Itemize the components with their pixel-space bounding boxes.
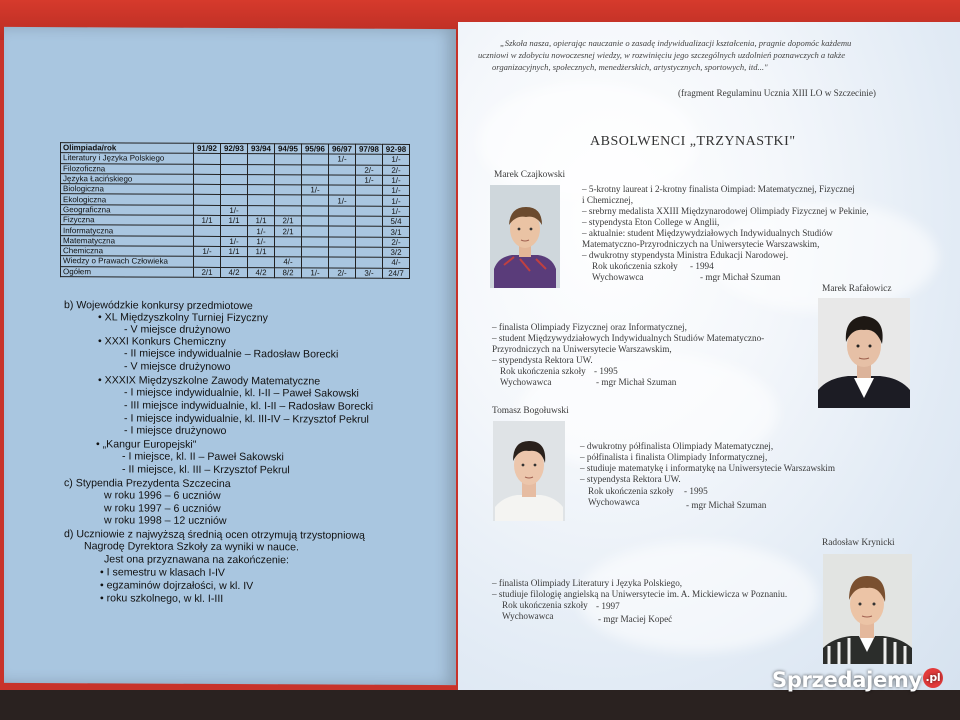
table-cell: 2/-	[383, 237, 410, 247]
table-cell	[194, 184, 221, 194]
table-cell: Języka Łacińskiego	[61, 174, 194, 185]
table-cell: Biologiczna	[61, 184, 194, 195]
table-cell: Ogółem	[61, 266, 194, 277]
watermark-logo-icon: .pl	[923, 668, 943, 688]
list-item: w roku 1997 – 6 uczniów	[104, 502, 221, 515]
table-cell	[275, 206, 302, 216]
graduate-detail: – dwukrotny półfinalista Olimpiady Matematycznej,	[580, 441, 774, 451]
table-cell	[302, 175, 329, 185]
graduate-detail: – srebrny medalista XXIII Międzynarodowej Olimpiady Fizycznej w Pekinie,	[582, 206, 869, 216]
list-item: • XL Międzyszkolny Turniej Fizyczny	[98, 311, 268, 325]
quote-line: uczniowi w zdobyciu nowoczesnej wiedzy, w rozwinięciu jego szczególnych uzdolnień poznawczych a także	[478, 50, 846, 60]
table-cell	[356, 206, 383, 216]
graduation-year-label: Rok ukończenia szkoły	[588, 486, 674, 496]
graduate-detail: – studiuje matematykę i informatykę na Uniwersytecie Warszawskim	[580, 463, 835, 473]
table-header-cell: 95/96	[302, 144, 329, 154]
table-cell	[275, 154, 302, 164]
graduate-photo	[493, 421, 565, 521]
list-item: - II miejsce indywidualnie – Radosław Borecki	[124, 347, 339, 361]
table-header-cell: 93/94	[248, 144, 275, 154]
table-header-cell: 92/93	[221, 143, 248, 153]
list-item: • XXXIX Międzyszkolne Zawody Matematyczne	[98, 374, 321, 388]
graduation-year-label: Rok ukończenia szkoły	[500, 366, 586, 376]
table-cell	[329, 216, 356, 226]
table-cell	[329, 257, 356, 267]
table-cell	[356, 196, 383, 206]
table-cell: 4/2	[248, 267, 275, 277]
tutor-name: - mgr Maciej Kopeć	[598, 614, 673, 624]
table-cell	[194, 164, 221, 174]
table-cell	[221, 174, 248, 184]
table-cell: 2/-	[356, 165, 383, 175]
table-cell	[356, 185, 383, 195]
table-cell	[329, 185, 356, 195]
graduate-detail: – stypendysta Rektora UW.	[492, 355, 593, 365]
table-cell: 4/-	[275, 257, 302, 267]
graduate-detail: – 5-krotny laureat i 2-krotny finalista Oimpiad: Matematycznej, Fizycznej	[582, 184, 855, 194]
graduation-year: - 1994	[690, 261, 714, 271]
graduate-detail: – aktualnie: student Międzywydziałowych Indywidualnych Studiów	[582, 228, 833, 238]
table-cell	[194, 174, 221, 184]
table-cell	[356, 247, 383, 257]
graduate-detail: – półfinalista i finalista Olimpiady Informatycznej,	[580, 452, 768, 462]
quote-source: (fragment Regulaminu Ucznia XIII LO w Szczecinie)	[678, 88, 876, 98]
left-page	[4, 27, 456, 685]
table-cell	[275, 195, 302, 205]
graduate-detail: i Chemicznej,	[582, 195, 634, 205]
table-cell	[221, 185, 248, 195]
graduate-detail: Przyrodniczych na Uniwersytecie Warszawskim,	[492, 344, 672, 354]
graduate-photo	[490, 185, 560, 288]
table-cell	[221, 257, 248, 267]
table-cell	[302, 154, 329, 164]
tutor-label: Wychowawca	[592, 272, 644, 282]
table-cell	[329, 175, 356, 185]
table-cell: 1/-	[383, 185, 410, 195]
quote-line: „Szkoła nasza, opierając nauczanie o zasadę indywidualizacji kształcenia, pragnie dopomóc każdemu	[500, 38, 852, 48]
table-shadow	[0, 690, 960, 720]
table-cell	[275, 175, 302, 185]
table-cell: 3/2	[383, 247, 410, 257]
table-cell: Chemiczna	[61, 246, 194, 257]
table-cell: Filozoficzna	[61, 163, 194, 174]
graduate-photo	[818, 298, 910, 408]
list-item: c) Stypendia Prezydenta Szczecina	[64, 477, 231, 491]
list-item: w roku 1998 – 12 uczniów	[104, 514, 227, 527]
graduate-detail: – stypendysta Rektora UW.	[580, 474, 681, 484]
tutor-name: - mgr Michał Szuman	[686, 500, 767, 510]
graduate-photo	[823, 554, 912, 664]
table-cell: 1/1	[248, 216, 275, 226]
list-item: Jest ona przyznawana na zakończenie:	[104, 553, 289, 567]
table-cell: 3/1	[383, 227, 410, 237]
table-cell	[221, 195, 248, 205]
table-cell	[329, 247, 356, 257]
table-header-cell: 97/98	[356, 144, 383, 154]
table-cell: 1/1	[194, 215, 221, 225]
list-item: - III miejsce indywidualnie, kl. I-II – Radosław Borecki	[124, 399, 374, 413]
table-cell	[221, 226, 248, 236]
table-cell	[302, 206, 329, 216]
table-cell	[194, 205, 221, 215]
table-cell	[329, 226, 356, 236]
table-cell: Wiedzy o Prawach Człowieka	[61, 256, 194, 267]
table-cell: Ekologiczna	[61, 194, 194, 205]
table-cell: 24/7	[383, 268, 410, 278]
table-cell	[248, 257, 275, 267]
list-item: - V miejsce drużynowo	[124, 360, 231, 374]
list-item: w roku 1996 – 6 uczniów	[104, 489, 221, 502]
olympiad-table	[60, 142, 410, 279]
table-cell	[302, 195, 329, 205]
list-item: • egzaminów dojrzałości, w kl. IV	[100, 579, 254, 593]
table-cell	[329, 206, 356, 216]
table-cell: 1/-	[329, 154, 356, 164]
tutor-name: - mgr Michał Szuman	[700, 272, 781, 282]
table-cell: Fizyczna	[61, 215, 194, 226]
graduation-year: - 1995	[594, 366, 618, 376]
table-cell	[302, 226, 329, 236]
graduate-detail: Matematyczno-Przyrodniczych na Uniwersytecie Warszawskim,	[582, 239, 820, 249]
table-cell	[248, 185, 275, 195]
table-cell	[302, 164, 329, 174]
table-header-cell: 91/92	[194, 143, 221, 153]
table-cell: 1/-	[329, 196, 356, 206]
table-cell	[356, 237, 383, 247]
graduate-name: Marek Czajkowski	[494, 170, 566, 180]
table-cell: 3/-	[356, 268, 383, 278]
list-item: - I miejsce, kl. II – Paweł Sakowski	[122, 450, 284, 464]
table-header-cell: 92-98	[383, 144, 410, 154]
table-cell	[221, 164, 248, 174]
table-cell: 1/1	[221, 216, 248, 226]
table-cell	[329, 237, 356, 247]
tutor-label: Wychowawca	[500, 377, 552, 387]
graduation-year: - 1995	[684, 486, 708, 496]
table-cell: 5/4	[383, 216, 410, 226]
table-header-cell: 96/97	[329, 144, 356, 154]
table-cell	[302, 247, 329, 257]
table-cell	[248, 154, 275, 164]
table-cell: Informatyczna	[61, 225, 194, 236]
list-item: - I miejsce indywidualnie, kl. I-II – Paweł Sakowski	[124, 386, 359, 400]
table-cell: 2/-	[383, 165, 410, 175]
list-item: • roku szkolnego, w kl. I-III	[100, 592, 224, 605]
list-item: d) Uczniowie z najwyższą średnią ocen otrzymują trzystopniową	[64, 528, 365, 542]
table-cell: 4/2	[221, 267, 248, 277]
list-item: - I miejsce drużynowo	[124, 424, 227, 437]
table-cell	[302, 216, 329, 226]
graduate-detail: – stypendysta Eton College w Anglii,	[582, 217, 720, 227]
graduate-detail: – dwukrotny stypendysta Ministra Edukacji Narodowej.	[582, 250, 789, 260]
table-cell	[275, 236, 302, 246]
table-cell	[194, 195, 221, 205]
graduate-name: Tomasz Bogołuwski	[492, 406, 569, 416]
graduate-detail: – student Międzywydziałowych Indywidualnych Studiów Matematyczno-	[492, 333, 765, 343]
table-cell: 4/-	[383, 258, 410, 268]
page-title: ABSOLWENCI „TRZYNASTKI"	[590, 134, 796, 149]
table-cell: 1/-	[383, 196, 410, 206]
table-cell: 1/-	[383, 175, 410, 185]
graduate-detail: – finalista Olimpiady Literatury i Języka Polskiego,	[492, 578, 683, 588]
table-cell	[194, 154, 221, 164]
list-item: - I miejsce indywidualnie, kl. III-IV – Krzysztof Pekrul	[124, 412, 369, 426]
table-cell	[248, 164, 275, 174]
table-cell: 1/-	[383, 155, 410, 165]
graduate-name: Marek Rafałowicz	[822, 284, 892, 294]
table-cell	[221, 154, 248, 164]
table-cell: 2/1	[194, 267, 221, 277]
table-cell: 1/-	[194, 246, 221, 256]
graduate-detail: – studiuje filologię angielską na Uniwersytecie im. A. Mickiewicza w Poznaniu.	[492, 589, 788, 599]
table-cell	[248, 195, 275, 205]
graduation-year-label: Rok ukończenia szkoły	[592, 261, 678, 271]
table-cell: 1/1	[221, 246, 248, 256]
tutor-name: - mgr Michał Szuman	[596, 377, 677, 387]
list-item: b) Wojewódzkie konkursy przedmiotowe	[64, 299, 253, 313]
table-cell: Literatury i Języka Polskiego	[61, 153, 194, 164]
table-cell: 1/-	[221, 236, 248, 246]
table-cell: 1/-	[302, 185, 329, 195]
quote-line: organizacyjnych, społecznych, menedżerskich, artystycznych, sportowych, itd..."	[492, 62, 768, 72]
table-cell	[356, 216, 383, 226]
table-cell	[329, 165, 356, 175]
graduation-year: - 1997	[596, 601, 620, 611]
table-cell	[356, 227, 383, 237]
table-cell: 1/-	[383, 206, 410, 216]
table-cell: 2/1	[275, 216, 302, 226]
table-header-cell: 94/95	[275, 144, 302, 154]
table-cell	[302, 237, 329, 247]
table-cell	[248, 205, 275, 215]
list-item: • „Kangur Europejski"	[96, 438, 197, 451]
list-item: - II miejsce, kl. III – Krzysztof Pekrul	[122, 463, 290, 477]
graduation-year-label: Rok ukończenia szkoły	[502, 600, 588, 610]
graduate-detail: – finalista Olimpiady Fizycznej oraz Informatycznej,	[492, 322, 687, 332]
table-cell: 1/-	[248, 236, 275, 246]
table-cell	[194, 236, 221, 246]
table-cell: 1/-	[356, 175, 383, 185]
table-cell	[194, 257, 221, 267]
table-cell	[356, 154, 383, 164]
table-cell	[248, 174, 275, 184]
table-cell: 2/-	[329, 268, 356, 278]
list-item: - V miejsce drużynowo	[124, 323, 231, 337]
table-row	[61, 266, 410, 278]
table-cell: 1/-	[248, 226, 275, 236]
table-cell	[275, 247, 302, 257]
table-cell: 8/2	[275, 267, 302, 277]
table-cell: 2/1	[275, 226, 302, 236]
list-item: • I semestru w klasach I-IV	[100, 566, 225, 579]
table-cell	[275, 185, 302, 195]
table-cell	[302, 257, 329, 267]
table-cell	[194, 226, 221, 236]
list-item: Nagrodę Dyrektora Szkoły za wyniki w nauce.	[84, 540, 299, 554]
table-cell: 1/1	[248, 247, 275, 257]
site-watermark	[772, 668, 943, 692]
table-cell	[356, 257, 383, 267]
table-cell: Matematyczna	[61, 235, 194, 246]
table-cell: 1/-	[302, 267, 329, 277]
table-cell: 1/-	[221, 205, 248, 215]
graduate-name: Radosław Krynicki	[822, 538, 895, 548]
tutor-label: Wychowawca	[502, 611, 554, 621]
tutor-label: Wychowawca	[588, 497, 640, 507]
table-cell	[275, 164, 302, 174]
table-header-cell: Olimpiada/rok	[61, 143, 194, 154]
watermark-text: Sprzedajemy	[772, 668, 922, 692]
list-item: • XXXI Konkurs Chemiczny	[98, 335, 226, 348]
table-cell: Geograficzna	[61, 204, 194, 215]
